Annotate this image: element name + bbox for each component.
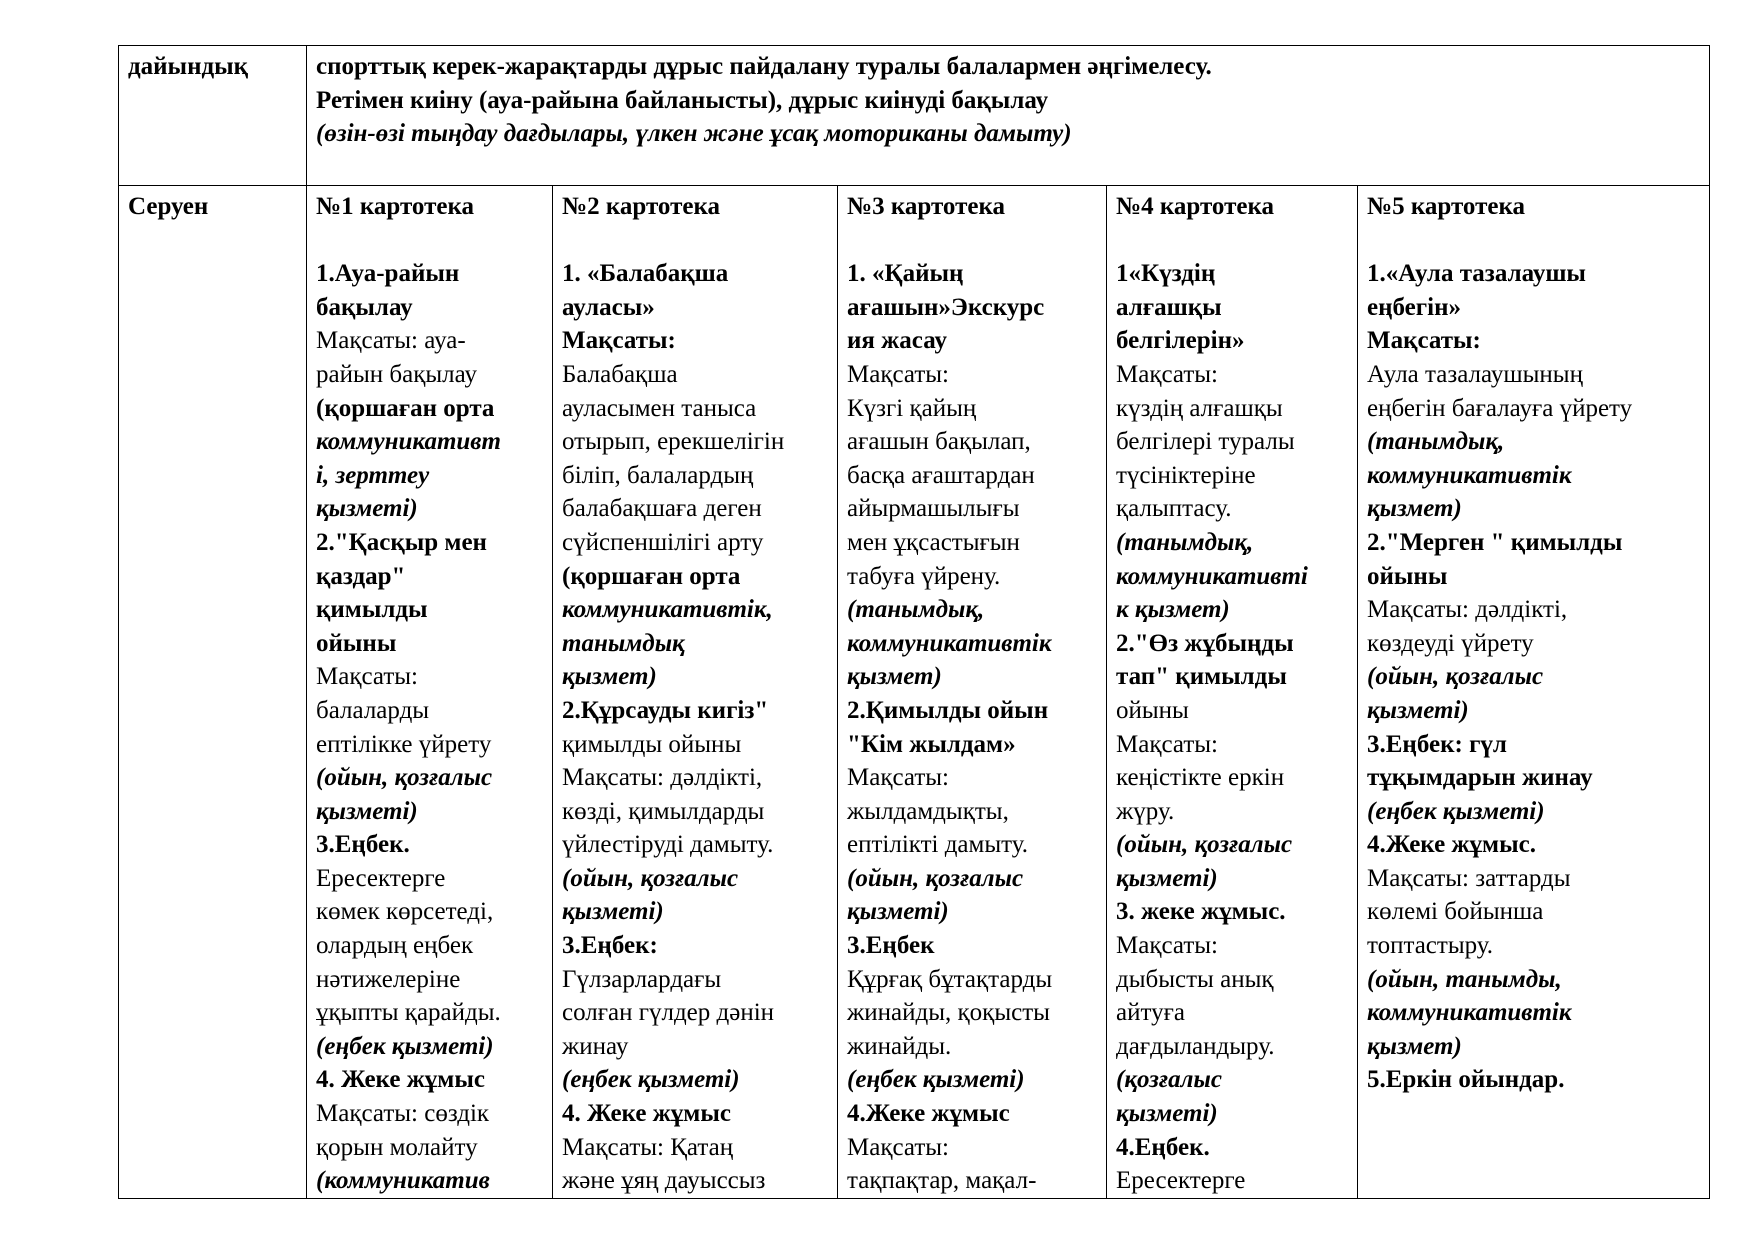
text-line: Мақсаты: ауа- (316, 327, 466, 355)
text-line: бақылау (316, 293, 413, 321)
text-line: топтастыру. (1367, 932, 1494, 960)
card-lines (847, 257, 1098, 1198)
text-line: және ұяң дауыссыз (562, 1167, 766, 1195)
text-line: белгілерін» (1116, 327, 1245, 355)
card-heading: №1 картотека (316, 193, 474, 220)
text-line: тап" қимылды (1116, 663, 1287, 691)
text-line: Мақсаты: дәлдікті, (1367, 596, 1568, 624)
text-line: ептілікке үйрету (316, 730, 492, 758)
preparation-text-cell (307, 46, 1710, 186)
text-line: 1.«Аула тазалаушы (1367, 260, 1586, 288)
text-line: жинайды. (847, 1032, 952, 1060)
text-line: балаларды (316, 696, 430, 724)
text-line: қаздар" (316, 562, 406, 590)
table-row-preparation (119, 46, 1710, 186)
text-line: қызметі) (316, 495, 418, 523)
text-line: еңбегін бағалауға үйрету (1367, 394, 1633, 422)
text-line: мен ұқсастығын (847, 528, 1020, 556)
text-line: (ойын, қозғалыс (1116, 831, 1293, 859)
text-line: ағашын бақылап, (847, 428, 1031, 456)
preparation-lines (316, 50, 1701, 151)
text-line: Мақсаты: Қатаң (562, 1133, 734, 1161)
text-line: қызметі) (1367, 696, 1469, 724)
row-label: Серуен (128, 193, 209, 220)
row-label-cell (119, 46, 307, 186)
text-line: Мақсаты: (1367, 327, 1481, 355)
table-row-walk (119, 186, 1710, 1199)
text-line: айырмашылығы (847, 495, 1020, 523)
text-line: (еңбек қызметі) (562, 1066, 740, 1094)
text-line: қызметі) (847, 898, 949, 926)
text-line: сүйспеншілігі арту (562, 528, 764, 556)
card-column-5 (1358, 186, 1710, 1199)
text-line: олардың еңбек (316, 932, 474, 960)
text-line: Мақсаты: (1116, 730, 1218, 758)
text-line: қызмет) (1367, 495, 1462, 523)
text-line: ептілікті дамыту. (847, 831, 1028, 859)
text-line: 4.Жеке жұмыс. (1367, 831, 1536, 859)
text-line: ауласы» (562, 293, 655, 321)
text-line: (қоршаған орта (562, 562, 741, 590)
text-line: (коммуникатив (316, 1167, 490, 1195)
text-line: біліп, балалардың (562, 461, 754, 489)
text-line: Мақсаты: (1116, 932, 1218, 960)
text-line: коммуникативт (316, 428, 501, 456)
text-line: Ретімен киіну (ауа-райына байланысты), дұрыс киінуді бақылау (316, 86, 1049, 114)
text-line: тақпақтар, мақал- (847, 1167, 1037, 1195)
card-heading: №5 картотека (1367, 193, 1525, 220)
text-line: 4.Еңбек. (1116, 1133, 1210, 1161)
text-line: қимылды ойыны (562, 730, 742, 758)
text-line: (еңбек қызметі) (1367, 797, 1545, 825)
text-line: солған гүлдер дәнін (562, 999, 775, 1027)
text-line: қимылды (316, 596, 428, 624)
text-line: 3. жеке жұмыс. (1116, 898, 1286, 926)
text-line: қызметі) (1116, 864, 1218, 892)
text-line: танымдық (562, 629, 685, 657)
text-line: Мақсаты: дәлдікті, (562, 764, 763, 792)
text-line: (қозғалыс (1116, 1066, 1222, 1094)
card-column-2 (553, 186, 838, 1199)
row-label-cell (119, 186, 307, 1199)
text-line: к қызмет) (1116, 596, 1230, 624)
text-line: түсініктеріне (1116, 461, 1256, 489)
plan-table (118, 45, 1710, 1199)
text-line: 3.Еңбек: гүл (1367, 730, 1507, 758)
text-line: 2.Қимылды ойын (847, 696, 1049, 724)
text-line: Мақсаты: (316, 663, 418, 691)
card-heading: №3 картотека (847, 193, 1005, 220)
text-line: (ойын, қозғалыс (847, 864, 1024, 892)
text-line: Мақсаты: (1116, 360, 1218, 388)
text-line: (танымдық, (1367, 428, 1505, 456)
text-line: Мақсаты: (847, 360, 949, 388)
text-line: (ойын, танымды, (1367, 965, 1562, 993)
text-line: коммуникативтік (847, 629, 1052, 657)
text-line: дыбысты анық (1116, 965, 1274, 993)
text-line: айтуға (1116, 999, 1185, 1027)
text-line: жинау (562, 1032, 629, 1060)
text-line: көзді, қимылдарды (562, 797, 765, 825)
text-line: 4. Жеке жұмыс (562, 1100, 731, 1128)
text-line: Күзгі қайың (847, 394, 977, 422)
card-heading: №2 картотека (562, 193, 720, 220)
text-line: кеңістікте еркін (1116, 764, 1285, 792)
card-lines (316, 257, 544, 1198)
text-line: (танымдық, (847, 596, 985, 624)
row-label: дайындық (128, 53, 249, 80)
text-line: жинайды, қоқысты (847, 999, 1050, 1027)
text-line: Ересектерге (1116, 1167, 1246, 1195)
text-line: балабақшаға деген (562, 495, 762, 523)
text-line: 2."Қасқыр мен (316, 528, 487, 556)
text-line: жылдамдықты, (847, 797, 1009, 825)
text-line: ойыны (316, 629, 397, 657)
text-line: 2."Мерген " қимылды (1367, 528, 1623, 556)
card-lines (1116, 257, 1349, 1198)
text-line: (қоршаған орта (316, 394, 495, 422)
text-line: 3.Еңбек (847, 932, 935, 960)
text-line: ауласымен таныса (562, 394, 757, 422)
text-line: ойыны (1116, 696, 1189, 724)
text-line: 1. «Балабақша (562, 260, 729, 288)
text-line: табуға үйрену. (847, 562, 1001, 590)
text-line: 4. Жеке жұмыс (316, 1066, 485, 1094)
text-line: 2.Құрсауды кигіз" (562, 696, 769, 724)
text-line: 4.Жеке жұмыс (847, 1100, 1010, 1128)
text-line: басқа ағаштардан (847, 461, 1035, 489)
text-line: Құрғақ бұтақтарды (847, 965, 1053, 993)
text-line: спорттық керек-жарақтарды дұрыс пайдалану туралы балалармен әңгімелесу. (316, 53, 1212, 80)
card-heading: №4 картотека (1116, 193, 1274, 220)
text-line: (танымдық, (1116, 528, 1254, 556)
text-line: "Кім жылдам» (847, 730, 1016, 758)
text-line: қызмет) (1367, 1032, 1462, 1060)
text-line: і, зерттеу (316, 461, 430, 489)
text-line: 2."Өз жұбыңды (1116, 629, 1294, 657)
text-line: ия жасау (847, 327, 947, 355)
text-line: коммуникативті (1116, 562, 1308, 590)
text-line: Гүлзарлардағы (562, 965, 722, 993)
text-line: қызметі) (316, 797, 418, 825)
text-line: белгілері туралы (1116, 428, 1295, 456)
text-line: Аула тазалаушының (1367, 360, 1583, 388)
text-line: алғашқы (1116, 293, 1222, 321)
text-line: қызмет) (847, 663, 942, 691)
card-lines (562, 257, 829, 1198)
text-line: Мақсаты: (847, 764, 949, 792)
text-line: (еңбек қызметі) (316, 1032, 494, 1060)
text-line: үйлестіруді дамыту. (562, 831, 774, 859)
text-line: көлемі бойынша (1367, 898, 1544, 926)
text-line: күздің алғашқы (1116, 394, 1283, 422)
text-line: Мақсаты: сөздік (316, 1100, 490, 1128)
text-line: райын бақылау (316, 360, 477, 388)
card-column-3 (838, 186, 1107, 1199)
text-line: ұқыпты қарайды. (316, 999, 501, 1027)
text-line: жүру. (1116, 797, 1175, 825)
text-line: қызметі) (562, 898, 664, 926)
text-line: Балабақша (562, 360, 678, 388)
text-line: 1. «Қайың (847, 260, 964, 288)
text-line: көмек көрсетеді, (316, 898, 494, 926)
text-line: Мақсаты: (847, 1133, 949, 1161)
text-line: (өзін-өзі тыңдау дағдылары, үлкен және ұсақ моториканы дамыту) (316, 120, 1072, 148)
card-column-1 (307, 186, 553, 1199)
text-line: (еңбек қызметі) (847, 1066, 1025, 1094)
text-line: Мақсаты: заттарды (1367, 864, 1571, 892)
text-line: коммуникативтік (1367, 461, 1572, 489)
card-column-4 (1107, 186, 1358, 1199)
text-line: ағашын»Экскурс (847, 293, 1045, 321)
text-line: Ересектерге (316, 864, 446, 892)
text-line: қорын молайту (316, 1133, 478, 1161)
text-line: көздеуді үйрету (1367, 629, 1534, 657)
text-line: қызметі) (1116, 1100, 1218, 1128)
text-line: Мақсаты: (562, 327, 676, 355)
text-line: 5.Еркін ойындар. (1367, 1066, 1565, 1094)
text-line: коммуникативтік, (562, 596, 773, 624)
text-line: еңбегін» (1367, 293, 1461, 321)
text-line: 3.Еңбек: (562, 932, 658, 960)
text-line: ойыны (1367, 562, 1448, 590)
text-line: қалыптасу. (1116, 495, 1232, 523)
text-line: нәтижелеріне (316, 965, 461, 993)
text-line: қызмет) (562, 663, 657, 691)
text-line: (ойын, қозғалыс (562, 864, 739, 892)
text-line: 1.Ауа-райын (316, 260, 460, 288)
text-line: (ойын, қозғалыс (316, 764, 493, 792)
text-line: отырып, ерекшелігін (562, 428, 785, 456)
text-line: дағдыландыру. (1116, 1032, 1275, 1060)
text-line: коммуникативтік (1367, 999, 1572, 1027)
card-lines (1367, 257, 1701, 1097)
text-line: тұқымдарын жинау (1367, 764, 1593, 792)
text-line: 3.Еңбек. (316, 831, 410, 859)
text-line: 1«Күздің (1116, 260, 1216, 288)
text-line: (ойын, қозғалыс (1367, 663, 1544, 691)
